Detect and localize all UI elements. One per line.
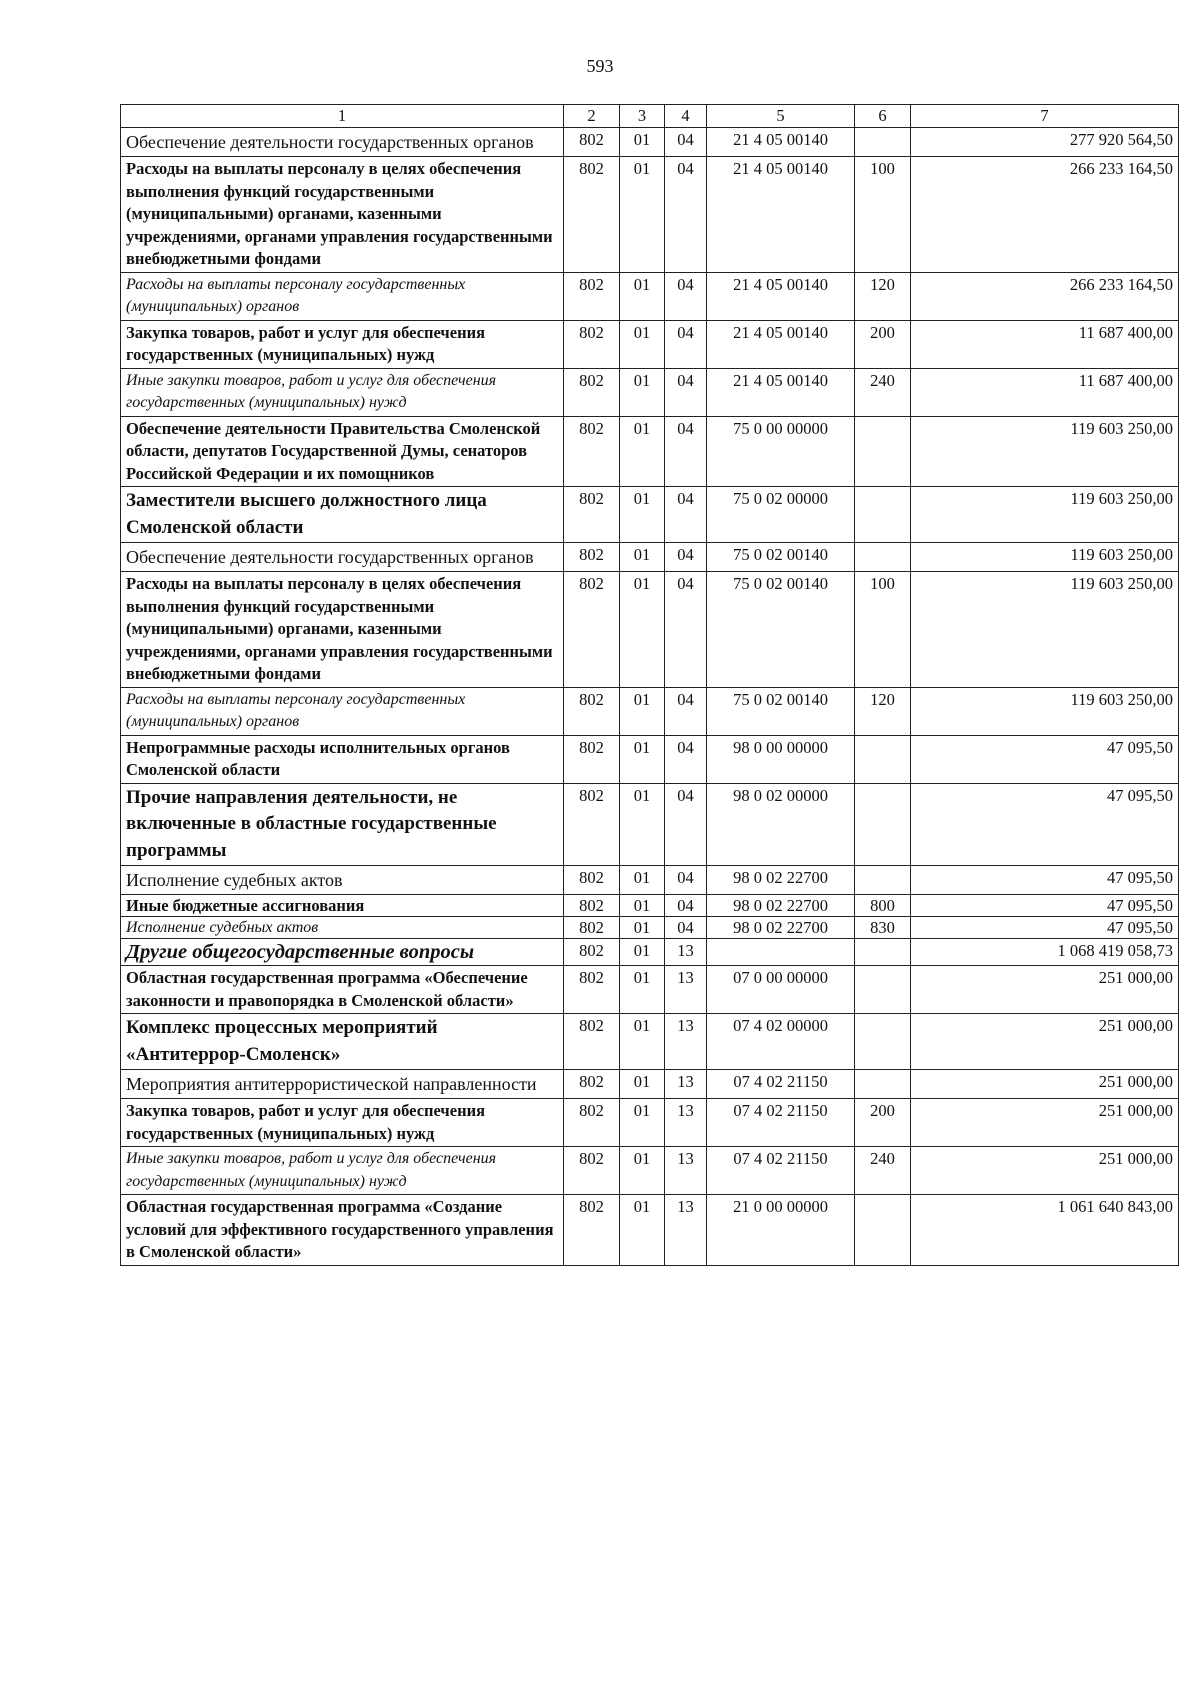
target-article-cell: 98 0 02 00000	[707, 783, 855, 866]
section-code-cell: 01	[620, 157, 665, 273]
section-code-cell: 01	[620, 735, 665, 783]
expense-name-cell: Закупка товаров, работ и услуг для обеспечения государственных (муниципальных) нужд	[121, 1099, 564, 1147]
subsection-code-cell: 04	[665, 272, 707, 320]
page-number: 593	[586, 56, 614, 76]
section-code-cell: 01	[620, 320, 665, 368]
target-article-cell: 21 0 00 00000	[707, 1195, 855, 1266]
amount-cell: 1 061 640 843,00	[911, 1195, 1179, 1266]
section-code-cell: 01	[620, 487, 665, 543]
target-article-cell: 21 4 05 00140	[707, 368, 855, 416]
section-code-cell: 01	[620, 1147, 665, 1195]
section-code-cell: 01	[620, 966, 665, 1014]
subsection-code-cell: 04	[665, 917, 707, 939]
ministry-code-cell: 802	[564, 917, 620, 939]
table-row	[121, 320, 1179, 368]
table-row	[121, 1195, 1179, 1266]
expense-type-cell	[855, 939, 911, 966]
expense-type-cell: 120	[855, 687, 911, 735]
subsection-code-cell: 13	[665, 1147, 707, 1195]
expense-type-cell	[855, 966, 911, 1014]
section-code-cell: 01	[620, 917, 665, 939]
expense-type-cell	[855, 128, 911, 157]
section-code-cell: 01	[620, 416, 665, 487]
table-row	[121, 1070, 1179, 1099]
target-article-cell: 21 4 05 00140	[707, 272, 855, 320]
amount-cell: 266 233 164,50	[911, 272, 1179, 320]
expense-name-cell: Другие общегосударственные вопросы	[121, 939, 564, 966]
subsection-code-cell: 13	[665, 966, 707, 1014]
table-row	[121, 966, 1179, 1014]
subsection-code-cell: 13	[665, 1014, 707, 1070]
target-article-cell: 21 4 05 00140	[707, 157, 855, 273]
section-code-cell: 01	[620, 866, 665, 895]
header-row	[121, 105, 1179, 128]
subsection-code-cell: 13	[665, 1070, 707, 1099]
expense-type-cell: 100	[855, 157, 911, 273]
expense-type-cell	[855, 783, 911, 866]
expense-type-cell: 120	[855, 272, 911, 320]
header-cell: 2	[564, 105, 620, 128]
subsection-code-cell: 04	[665, 783, 707, 866]
amount-cell: 47 095,50	[911, 917, 1179, 939]
amount-cell: 119 603 250,00	[911, 543, 1179, 572]
target-article-cell: 07 0 00 00000	[707, 966, 855, 1014]
subsection-code-cell: 04	[665, 866, 707, 895]
table-row	[121, 128, 1179, 157]
expense-name-cell: Прочие направления деятельности, не включенные в областные государственные программы	[121, 783, 564, 866]
table-row	[121, 368, 1179, 416]
target-article-cell: 98 0 00 00000	[707, 735, 855, 783]
ministry-code-cell: 802	[564, 543, 620, 572]
expense-name-cell: Мероприятия антитеррористической направленности	[121, 1070, 564, 1099]
expense-name-cell: Расходы на выплаты персоналу государственных (муниципальных) органов	[121, 687, 564, 735]
expense-name-cell: Областная государственная программа «Создание условий для эффективного государственного управления в Смоленской области»	[121, 1195, 564, 1266]
amount-cell: 251 000,00	[911, 1099, 1179, 1147]
ministry-code-cell: 802	[564, 572, 620, 688]
ministry-code-cell: 802	[564, 939, 620, 966]
amount-cell: 11 687 400,00	[911, 320, 1179, 368]
ministry-code-cell: 802	[564, 1014, 620, 1070]
target-article-cell: 75 0 02 00000	[707, 487, 855, 543]
amount-cell: 47 095,50	[911, 735, 1179, 783]
section-code-cell: 01	[620, 272, 665, 320]
table-row	[121, 735, 1179, 783]
ministry-code-cell: 802	[564, 416, 620, 487]
target-article-cell: 21 4 05 00140	[707, 320, 855, 368]
table-row	[121, 272, 1179, 320]
expense-name-cell: Комплекс процессных мероприятий «Антитеррор-Смоленск»	[121, 1014, 564, 1070]
expense-type-cell	[855, 1195, 911, 1266]
target-article-cell: 75 0 02 00140	[707, 572, 855, 688]
expense-type-cell: 100	[855, 572, 911, 688]
expense-name-cell: Непрограммные расходы исполнительных органов Смоленской области	[121, 735, 564, 783]
subsection-code-cell: 04	[665, 543, 707, 572]
ministry-code-cell: 802	[564, 128, 620, 157]
ministry-code-cell: 802	[564, 966, 620, 1014]
table-row	[121, 783, 1179, 866]
ministry-code-cell: 802	[564, 866, 620, 895]
amount-cell: 119 603 250,00	[911, 416, 1179, 487]
expense-type-cell: 240	[855, 368, 911, 416]
ministry-code-cell: 802	[564, 735, 620, 783]
table-row	[121, 895, 1179, 917]
ministry-code-cell: 802	[564, 1195, 620, 1266]
expense-name-cell: Обеспечение деятельности Правительства Смоленской области, депутатов Государственной Думы, сенаторов Российской Федерации и их помощников	[121, 416, 564, 487]
expense-type-cell	[855, 1070, 911, 1099]
table-row	[121, 687, 1179, 735]
expense-type-cell: 830	[855, 917, 911, 939]
table-row	[121, 1014, 1179, 1070]
amount-cell: 251 000,00	[911, 1070, 1179, 1099]
expense-name-cell: Иные бюджетные ассигнования	[121, 895, 564, 917]
amount-cell: 11 687 400,00	[911, 368, 1179, 416]
amount-cell: 119 603 250,00	[911, 487, 1179, 543]
subsection-code-cell: 04	[665, 572, 707, 688]
section-code-cell: 01	[620, 572, 665, 688]
ministry-code-cell: 802	[564, 1070, 620, 1099]
table-body	[121, 105, 1179, 1266]
target-article-cell: 75 0 02 00140	[707, 687, 855, 735]
expense-name-cell: Исполнение судебных актов	[121, 917, 564, 939]
table-row	[121, 487, 1179, 543]
amount-cell: 266 233 164,50	[911, 157, 1179, 273]
target-article-cell: 75 0 00 00000	[707, 416, 855, 487]
section-code-cell: 01	[620, 1195, 665, 1266]
section-code-cell: 01	[620, 1099, 665, 1147]
expense-type-cell: 800	[855, 895, 911, 917]
target-article-cell: 21 4 05 00140	[707, 128, 855, 157]
table-row	[121, 939, 1179, 966]
header-cell: 4	[665, 105, 707, 128]
amount-cell: 1 068 419 058,73	[911, 939, 1179, 966]
target-article-cell: 98 0 02 22700	[707, 866, 855, 895]
target-article-cell: 98 0 02 22700	[707, 895, 855, 917]
expense-name-cell: Расходы на выплаты персоналу государственных (муниципальных) органов	[121, 272, 564, 320]
amount-cell: 251 000,00	[911, 966, 1179, 1014]
header-cell: 1	[121, 105, 564, 128]
table-row	[121, 543, 1179, 572]
expense-name-cell: Иные закупки товаров, работ и услуг для обеспечения государственных (муниципальных) нужд	[121, 1147, 564, 1195]
target-article-cell	[707, 939, 855, 966]
expense-type-cell	[855, 416, 911, 487]
section-code-cell: 01	[620, 543, 665, 572]
ministry-code-cell: 802	[564, 687, 620, 735]
ministry-code-cell: 802	[564, 272, 620, 320]
expense-name-cell: Исполнение судебных актов	[121, 866, 564, 895]
subsection-code-cell: 13	[665, 939, 707, 966]
subsection-code-cell: 04	[665, 895, 707, 917]
section-code-cell: 01	[620, 939, 665, 966]
amount-cell: 119 603 250,00	[911, 687, 1179, 735]
subsection-code-cell: 13	[665, 1195, 707, 1266]
header-cell: 6	[855, 105, 911, 128]
table-row	[121, 1099, 1179, 1147]
amount-cell: 47 095,50	[911, 895, 1179, 917]
subsection-code-cell: 04	[665, 320, 707, 368]
target-article-cell: 07 4 02 21150	[707, 1099, 855, 1147]
table-row	[121, 917, 1179, 939]
subsection-code-cell: 04	[665, 416, 707, 487]
subsection-code-cell: 04	[665, 687, 707, 735]
subsection-code-cell: 04	[665, 157, 707, 273]
expense-name-cell: Закупка товаров, работ и услуг для обеспечения государственных (муниципальных) нужд	[121, 320, 564, 368]
expense-name-cell: Иные закупки товаров, работ и услуг для обеспечения государственных (муниципальных) нужд	[121, 368, 564, 416]
subsection-code-cell: 04	[665, 487, 707, 543]
ministry-code-cell: 802	[564, 895, 620, 917]
section-code-cell: 01	[620, 687, 665, 735]
target-article-cell: 98 0 02 22700	[707, 917, 855, 939]
budget-table	[120, 104, 1179, 1266]
expense-name-cell: Расходы на выплаты персоналу в целях обеспечения выполнения функций государственными (муниципальными) органами, казенными учреждениями, органами управления государственными внебюджетными фондами	[121, 157, 564, 273]
section-code-cell: 01	[620, 1070, 665, 1099]
amount-cell: 47 095,50	[911, 866, 1179, 895]
ministry-code-cell: 802	[564, 157, 620, 273]
expense-name-cell: Расходы на выплаты персоналу в целях обеспечения выполнения функций государственными (муниципальными) органами, казенными учреждениями, органами управления государственными внебюджетными фондами	[121, 572, 564, 688]
expense-name-cell: Областная государственная программа «Обеспечение законности и правопорядка в Смоленской области»	[121, 966, 564, 1014]
target-article-cell: 07 4 02 21150	[707, 1147, 855, 1195]
expense-type-cell	[855, 866, 911, 895]
target-article-cell: 75 0 02 00140	[707, 543, 855, 572]
table-row	[121, 572, 1179, 688]
ministry-code-cell: 802	[564, 320, 620, 368]
table-row	[121, 157, 1179, 273]
amount-cell: 277 920 564,50	[911, 128, 1179, 157]
section-code-cell: 01	[620, 368, 665, 416]
header-cell: 5	[707, 105, 855, 128]
subsection-code-cell: 04	[665, 735, 707, 783]
expense-name-cell: Заместители высшего должностного лица Смоленской области	[121, 487, 564, 543]
amount-cell: 47 095,50	[911, 783, 1179, 866]
ministry-code-cell: 802	[564, 487, 620, 543]
expense-type-cell	[855, 1014, 911, 1070]
expense-type-cell	[855, 735, 911, 783]
section-code-cell: 01	[620, 783, 665, 866]
amount-cell: 119 603 250,00	[911, 572, 1179, 688]
expense-type-cell: 240	[855, 1147, 911, 1195]
expense-name-cell: Обеспечение деятельности государственных органов	[121, 128, 564, 157]
expense-type-cell	[855, 487, 911, 543]
expense-type-cell: 200	[855, 1099, 911, 1147]
table-row	[121, 866, 1179, 895]
target-article-cell: 07 4 02 21150	[707, 1070, 855, 1099]
subsection-code-cell: 04	[665, 368, 707, 416]
ministry-code-cell: 802	[564, 368, 620, 416]
table-row	[121, 416, 1179, 487]
amount-cell: 251 000,00	[911, 1014, 1179, 1070]
header-cell: 3	[620, 105, 665, 128]
expense-name-cell: Обеспечение деятельности государственных органов	[121, 543, 564, 572]
table-row	[121, 1147, 1179, 1195]
ministry-code-cell: 802	[564, 783, 620, 866]
target-article-cell: 07 4 02 00000	[707, 1014, 855, 1070]
section-code-cell: 01	[620, 895, 665, 917]
section-code-cell: 01	[620, 128, 665, 157]
expense-type-cell	[855, 543, 911, 572]
amount-cell: 251 000,00	[911, 1147, 1179, 1195]
ministry-code-cell: 802	[564, 1147, 620, 1195]
header-cell: 7	[911, 105, 1179, 128]
subsection-code-cell: 04	[665, 128, 707, 157]
section-code-cell: 01	[620, 1014, 665, 1070]
subsection-code-cell: 13	[665, 1099, 707, 1147]
expense-type-cell: 200	[855, 320, 911, 368]
ministry-code-cell: 802	[564, 1099, 620, 1147]
